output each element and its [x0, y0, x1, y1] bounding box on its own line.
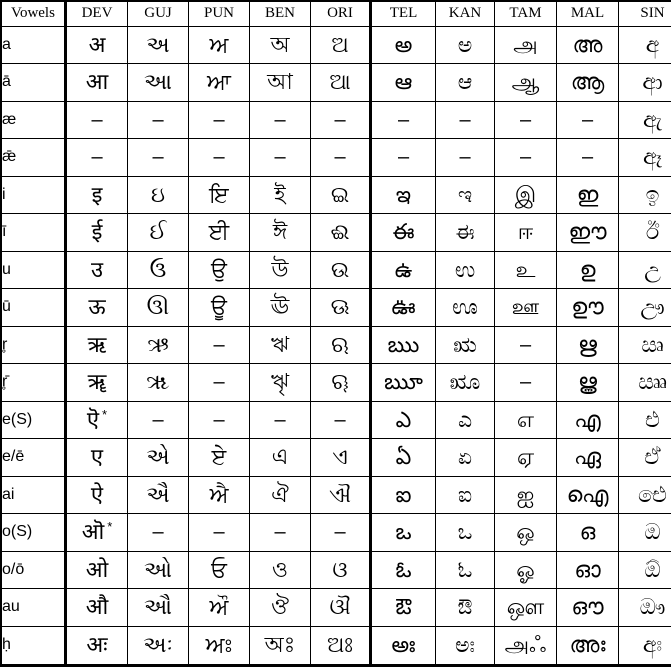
- cell-kan-ǣ: –: [436, 139, 495, 177]
- cell-ben-u: উ: [250, 251, 311, 289]
- cell-guj-au: ઔ: [128, 589, 189, 627]
- cell-tam-ā: ஆ: [495, 64, 557, 102]
- cell-pun-r̥̄: –: [189, 364, 250, 402]
- cell-mal-i: ഇ: [557, 176, 619, 214]
- row-label: u: [1, 251, 66, 289]
- cell-kan-o(S): ಒ: [436, 514, 495, 552]
- cell-dev-i: इ: [66, 176, 128, 214]
- cell-tam-ū: ஊ: [495, 289, 557, 327]
- cell-guj-u: ઉ: [128, 251, 189, 289]
- column-header-mal: MAL: [557, 1, 619, 26]
- row-label: ai: [1, 476, 66, 514]
- cell-tel-ai: ఐ: [371, 476, 436, 514]
- cell-sin-au: ඖ: [619, 589, 671, 627]
- cell-sin-a: අ: [619, 26, 671, 64]
- row-label: æ: [1, 101, 66, 139]
- letter-glyph: ऎ: [86, 406, 100, 432]
- table-row-r̥: [1, 326, 671, 364]
- cell-mal-æ: –: [557, 101, 619, 139]
- cell-ben-au: ঔ: [250, 589, 311, 627]
- cell-tam-r̥̄: –: [495, 364, 557, 402]
- cell-kan-ū: ಊ: [436, 289, 495, 327]
- cell-mal-ū: ഊ: [557, 289, 619, 327]
- cell-guj-ū: ઊ: [128, 289, 189, 327]
- cell-ori-u: ଉ: [311, 251, 371, 289]
- table-row-ai: [1, 476, 671, 514]
- cell-ori-e(S): –: [311, 401, 371, 439]
- cell-dev-au: औ: [66, 589, 128, 627]
- cell-dev-r̥: ऋ: [66, 326, 128, 364]
- cell-ori-e/ē: ଏ: [311, 439, 371, 477]
- table-row-i: [1, 176, 671, 214]
- cell-ben-a: অ: [250, 26, 311, 64]
- cell-tam-æ: –: [495, 101, 557, 139]
- cell-guj-a: અ: [128, 26, 189, 64]
- row-label: a: [1, 26, 66, 64]
- cell-sin-ḥ: අඃ: [619, 626, 671, 665]
- cell-ori-ū: ଊ: [311, 289, 371, 327]
- cell-tam-ai: ஐ: [495, 476, 557, 514]
- cell-guj-ī: ઈ: [128, 214, 189, 252]
- cell-dev-ī: ई: [66, 214, 128, 252]
- cell-ben-ḥ: অঃ: [250, 626, 311, 665]
- column-header-ben: BEN: [250, 1, 311, 26]
- cell-dev-ai: ऐ: [66, 476, 128, 514]
- cell-ben-ā: আ: [250, 64, 311, 102]
- cell-guj-ai: ઐ: [128, 476, 189, 514]
- cell-pun-e/ē: ਏ: [189, 439, 250, 477]
- table-header: [1, 1, 671, 26]
- table-row-ī: [1, 214, 671, 252]
- cell-kan-u: ಉ: [436, 251, 495, 289]
- cell-ori-ā: ଆ: [311, 64, 371, 102]
- cell-ben-o(S): –: [250, 514, 311, 552]
- cell-dev-ǣ: –: [66, 139, 128, 177]
- cell-ori-o(S): –: [311, 514, 371, 552]
- cell-kan-ī: ಈ: [436, 214, 495, 252]
- cell-ori-au: ଔ: [311, 589, 371, 627]
- cell-guj-æ: –: [128, 101, 189, 139]
- cell-pun-i: ਇ: [189, 176, 250, 214]
- header-row: [1, 1, 671, 26]
- row-label: o(S): [1, 514, 66, 552]
- cell-mal-ǣ: –: [557, 139, 619, 177]
- cell-ori-i: ଇ: [311, 176, 371, 214]
- cell-tam-ǣ: –: [495, 139, 557, 177]
- cell-tel-au: ఔ: [371, 589, 436, 627]
- row-label: ǣ: [1, 139, 66, 177]
- cell-mal-a: അ: [557, 26, 619, 64]
- table-row-e(S): [1, 401, 671, 439]
- row-label: o/ō: [1, 551, 66, 589]
- footnote-asterisk: *: [102, 406, 108, 422]
- cell-tel-e/ē: ఏ: [371, 439, 436, 477]
- table-body: [1, 26, 671, 666]
- table-row-o(S): [1, 514, 671, 552]
- column-header-kan: KAN: [436, 1, 495, 26]
- cell-tel-ī: ఈ: [371, 214, 436, 252]
- cell-dev-u: उ: [66, 251, 128, 289]
- cell-mal-ā: ആ: [557, 64, 619, 102]
- table-row-a: [1, 26, 671, 64]
- table-row-ǣ: [1, 139, 671, 177]
- cell-dev-o/ō: ओ: [66, 551, 128, 589]
- cell-tel-ḥ: అః: [371, 626, 436, 665]
- cell-pun-a: ਅ: [189, 26, 250, 64]
- cell-mal-u: ഉ: [557, 251, 619, 289]
- cell-guj-e(S): –: [128, 401, 189, 439]
- cell-pun-æ: –: [189, 101, 250, 139]
- cell-ori-a: ଅ: [311, 26, 371, 64]
- cell-ori-r̥: ଋ: [311, 326, 371, 364]
- cell-sin-æ: ඇ: [619, 101, 671, 139]
- cell-tel-a: అ: [371, 26, 436, 64]
- cell-tel-r̥: ఋ: [371, 326, 436, 364]
- cell-ben-æ: –: [250, 101, 311, 139]
- cell-sin-ī: ඊ: [619, 214, 671, 252]
- cell-tel-ū: ఊ: [371, 289, 436, 327]
- cell-mal-o/ō: ഓ: [557, 551, 619, 589]
- footnote-asterisk: *: [107, 519, 113, 535]
- row-label: au: [1, 589, 66, 627]
- cell-sin-e(S): එ: [619, 401, 671, 439]
- cell-kan-ḥ: ಅಃ: [436, 626, 495, 665]
- cell-pun-ǣ: –: [189, 139, 250, 177]
- cell-ben-e(S): –: [250, 401, 311, 439]
- cell-kan-e/ē: ಏ: [436, 439, 495, 477]
- cell-sin-ū: ඌ: [619, 289, 671, 327]
- cell-pun-e(S): –: [189, 401, 250, 439]
- cell-sin-o(S): ඔ: [619, 514, 671, 552]
- cell-sin-ā: ආ: [619, 64, 671, 102]
- cell-pun-au: ਔ: [189, 589, 250, 627]
- cell-ben-r̥: ঋ: [250, 326, 311, 364]
- cell-mal-au: ഔ: [557, 589, 619, 627]
- cell-sin-u: උ: [619, 251, 671, 289]
- cell-tam-au: ஔ: [495, 589, 557, 627]
- cell-mal-o(S): ഒ: [557, 514, 619, 552]
- cell-tel-æ: –: [371, 101, 436, 139]
- cell-kan-æ: –: [436, 101, 495, 139]
- cell-pun-ī: ਈ: [189, 214, 250, 252]
- row-label: e(S): [1, 401, 66, 439]
- column-header-guj: GUJ: [128, 1, 189, 26]
- cell-mal-e/ē: ഏ: [557, 439, 619, 477]
- cell-guj-o/ō: ઓ: [128, 551, 189, 589]
- row-label: ū: [1, 289, 66, 327]
- cell-ben-r̥̄: ৠ: [250, 364, 311, 402]
- cell-ben-ǣ: –: [250, 139, 311, 177]
- cell-sin-e/ē: ඒ: [619, 439, 671, 477]
- cell-pun-ā: ਆ: [189, 64, 250, 102]
- row-label: ḥ: [1, 626, 66, 665]
- cell-guj-e/ē: એ: [128, 439, 189, 477]
- cell-tel-o(S): ఒ: [371, 514, 436, 552]
- cell-tel-u: ఉ: [371, 251, 436, 289]
- cell-ben-ai: ঐ: [250, 476, 311, 514]
- cell-kan-ā: ಆ: [436, 64, 495, 102]
- cell-ben-i: ই: [250, 176, 311, 214]
- cell-dev-ā: आ: [66, 64, 128, 102]
- column-header-dev: DEV: [66, 1, 128, 26]
- cell-mal-ḥ: അഃ: [557, 626, 619, 665]
- cell-dev-æ: –: [66, 101, 128, 139]
- cell-pun-ū: ਊ: [189, 289, 250, 327]
- cell-pun-o/ō: ਓ: [189, 551, 250, 589]
- cell-kan-e(S): ಎ: [436, 401, 495, 439]
- cell-pun-u: ਉ: [189, 251, 250, 289]
- table-row-æ: [1, 101, 671, 139]
- cell-guj-r̥: ઋ: [128, 326, 189, 364]
- cell-ori-o/ō: ଓ: [311, 551, 371, 589]
- table-row-e/ē: [1, 439, 671, 477]
- cell-dev-o(S): [66, 514, 128, 552]
- cell-mal-ī: ഈ: [557, 214, 619, 252]
- cell-mal-ai: ഐ: [557, 476, 619, 514]
- cell-dev-r̥̄: ॠ: [66, 364, 128, 402]
- cell-tam-e(S): எ: [495, 401, 557, 439]
- cell-pun-r̥: –: [189, 326, 250, 364]
- cell-guj-ā: આ: [128, 64, 189, 102]
- cell-sin-ai: ඓ: [619, 476, 671, 514]
- cell-sin-i: ඉ: [619, 176, 671, 214]
- cell-ben-e/ē: এ: [250, 439, 311, 477]
- cell-tel-e(S): ఎ: [371, 401, 436, 439]
- cell-kan-i: ಇ: [436, 176, 495, 214]
- cell-guj-o(S): –: [128, 514, 189, 552]
- cell-ori-æ: –: [311, 101, 371, 139]
- row-label: e/ē: [1, 439, 66, 477]
- cell-ben-o/ō: ও: [250, 551, 311, 589]
- cell-pun-ai: ਐ: [189, 476, 250, 514]
- row-label: ā: [1, 64, 66, 102]
- cell-tam-ī: ஈ: [495, 214, 557, 252]
- table-row-ḥ: [1, 626, 671, 665]
- row-label: r̥̄: [1, 364, 66, 402]
- cell-mal-e(S): എ: [557, 401, 619, 439]
- cell-dev-e/ē: ए: [66, 439, 128, 477]
- cell-kan-a: ಅ: [436, 26, 495, 64]
- cell-tam-r̥: –: [495, 326, 557, 364]
- cell-guj-i: ઇ: [128, 176, 189, 214]
- cell-tel-o/ō: ఓ: [371, 551, 436, 589]
- cell-dev-a: अ: [66, 26, 128, 64]
- cell-guj-r̥̄: ૠ: [128, 364, 189, 402]
- cell-ori-ǣ: –: [311, 139, 371, 177]
- cell-tam-o/ō: ஓ: [495, 551, 557, 589]
- table-row-r̥̄: [1, 364, 671, 402]
- cell-tam-u: உ: [495, 251, 557, 289]
- cell-tam-e/ē: ஏ: [495, 439, 557, 477]
- cell-sin-ǣ: ඈ: [619, 139, 671, 177]
- cell-mal-r̥̄: ൠ: [557, 364, 619, 402]
- cell-sin-r̥: ඍ: [619, 326, 671, 364]
- cell-kan-ai: ಐ: [436, 476, 495, 514]
- table-row-ū: [1, 289, 671, 327]
- cell-tam-a: அ: [495, 26, 557, 64]
- table-row-o/ō: [1, 551, 671, 589]
- column-header-ori: ORI: [311, 1, 371, 26]
- cell-mal-r̥: ഋ: [557, 326, 619, 364]
- cell-ori-r̥̄: ୠ: [311, 364, 371, 402]
- cell-tel-r̥̄: ౠ: [371, 364, 436, 402]
- cell-guj-ǣ: –: [128, 139, 189, 177]
- cell-ben-ū: ঊ: [250, 289, 311, 327]
- cell-ori-ī: ଈ: [311, 214, 371, 252]
- cell-ori-ḥ: ଅଃ: [311, 626, 371, 665]
- cell-tel-ā: ఆ: [371, 64, 436, 102]
- cell-ori-ai: ଐ: [311, 476, 371, 514]
- cell-tel-ǣ: –: [371, 139, 436, 177]
- cell-kan-r̥: ಋ: [436, 326, 495, 364]
- cell-tam-ḥ: அஃ: [495, 626, 557, 665]
- cell-tam-o(S): ஒ: [495, 514, 557, 552]
- cell-sin-o/ō: ඕ: [619, 551, 671, 589]
- letter-glyph: ऒ: [81, 519, 105, 545]
- column-header-tel: TEL: [371, 1, 436, 26]
- cell-tel-i: ఇ: [371, 176, 436, 214]
- cell-pun-ḥ: ਅਃ: [189, 626, 250, 665]
- table-row-u: [1, 251, 671, 289]
- cell-ben-ī: ঈ: [250, 214, 311, 252]
- cell-sin-r̥̄: ඎ: [619, 364, 671, 402]
- cell-pun-o(S): –: [189, 514, 250, 552]
- cell-dev-ū: ऊ: [66, 289, 128, 327]
- cell-tam-i: இ: [495, 176, 557, 214]
- cell-dev-ḥ: अः: [66, 626, 128, 665]
- cell-kan-o/ō: ಓ: [436, 551, 495, 589]
- column-header-tam: TAM: [495, 1, 557, 26]
- cell-dev-e(S): [66, 401, 128, 439]
- table-row-au: [1, 589, 671, 627]
- row-label: i: [1, 176, 66, 214]
- column-header-pun: PUN: [189, 1, 250, 26]
- cell-kan-au: ಔ: [436, 589, 495, 627]
- row-label: ī: [1, 214, 66, 252]
- table-row-ā: [1, 64, 671, 102]
- row-label: r̥: [1, 326, 66, 364]
- cell-guj-ḥ: અઃ: [128, 626, 189, 665]
- column-header-sin: SIN: [619, 1, 671, 26]
- corner-header-vowels: Vowels: [1, 1, 66, 26]
- cell-kan-r̥̄: ೠ: [436, 364, 495, 402]
